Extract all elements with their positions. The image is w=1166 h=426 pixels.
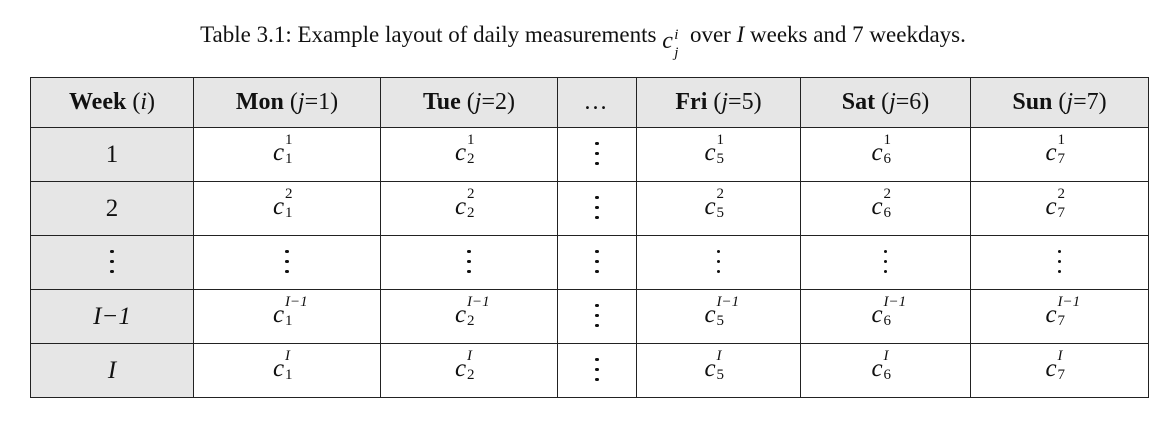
week-cell xyxy=(31,236,194,290)
measurement-base: c xyxy=(455,139,467,166)
table-row xyxy=(31,290,1149,344)
ellipsis-dot xyxy=(110,260,114,264)
measurement-cell xyxy=(801,236,971,290)
column-header-label: Fri xyxy=(675,89,708,115)
ellipsis-dot xyxy=(110,270,114,274)
measurement-week-index: 2 xyxy=(716,186,724,202)
week-label: 2 xyxy=(105,194,119,222)
column-header-index: =5 xyxy=(728,89,754,115)
column-header: Sat (j=6) xyxy=(801,78,971,128)
measurement-symbol xyxy=(1030,183,1090,227)
measurement-cell xyxy=(637,236,801,290)
ellipsis-dot xyxy=(884,260,888,264)
measurement-day-index: 5 xyxy=(716,313,724,329)
column-header-var: j xyxy=(889,89,896,115)
measurement-day-index: 1 xyxy=(285,313,293,329)
measurement-day-index: 2 xyxy=(467,313,475,329)
vertical-ellipsis-icon xyxy=(883,248,889,278)
measurement-day-index: 1 xyxy=(285,205,293,221)
measurement-symbol xyxy=(856,291,916,335)
column-header-label: Mon xyxy=(235,89,284,115)
measurement-week-index: I−1 xyxy=(1057,294,1081,310)
ellipsis-dot xyxy=(595,206,599,210)
ellipsis-dot xyxy=(884,270,888,274)
column-header-label: Sat xyxy=(841,89,876,115)
column-header-var: j xyxy=(721,89,729,115)
vertical-ellipsis-icon xyxy=(716,248,722,278)
column-header-var: j xyxy=(297,89,305,115)
ellipsis-dot xyxy=(110,250,114,254)
measurement-cell xyxy=(381,182,558,236)
vertical-ellipsis-icon xyxy=(109,248,115,278)
measurement-cell xyxy=(637,290,801,344)
measurement-base: c xyxy=(273,301,285,328)
measurement-day-index: 5 xyxy=(716,205,724,221)
caption-weeks-var: I xyxy=(736,22,745,47)
measurement-week-index: 2 xyxy=(1057,186,1065,202)
measurement-base: c xyxy=(704,355,716,382)
measurement-base: c xyxy=(871,301,883,328)
column-header-var: j xyxy=(1066,89,1074,115)
week-cell xyxy=(31,344,194,398)
measurement-day-index: 5 xyxy=(716,151,724,167)
vertical-ellipsis-icon xyxy=(466,248,472,278)
ellipsis-dot xyxy=(595,216,599,220)
measurement-cell xyxy=(381,290,558,344)
ellipsis-dot xyxy=(884,250,888,254)
measurement-symbol xyxy=(1030,345,1090,389)
measurement-symbol xyxy=(689,183,749,227)
measurement-cell xyxy=(971,182,1149,236)
column-header: Week (i) xyxy=(31,78,194,128)
measurement-base: c xyxy=(273,355,285,382)
measurement-week-index: 1 xyxy=(716,132,724,148)
measurement-cell xyxy=(381,236,558,290)
week-cell xyxy=(31,182,194,236)
table-row xyxy=(31,344,1149,398)
measurement-symbol xyxy=(1030,291,1090,335)
column-header: Tue (j=2) xyxy=(381,78,558,128)
week-label: I xyxy=(107,356,117,384)
vertical-ellipsis-icon xyxy=(594,356,600,386)
measurement-symbol xyxy=(689,345,749,389)
ellipsis-dot xyxy=(595,304,599,308)
measurement-symbol xyxy=(856,183,916,227)
week-cell xyxy=(31,290,194,344)
column-header xyxy=(558,78,637,128)
column-header: Fri (j=5) xyxy=(637,78,801,128)
measurement-cell xyxy=(971,236,1149,290)
measurement-symbol xyxy=(439,129,499,173)
measurement-cell xyxy=(971,128,1149,182)
caption-middle: over xyxy=(689,22,731,47)
measurement-day-index: 1 xyxy=(285,367,293,383)
measurement-day-index: 2 xyxy=(467,205,475,221)
measurement-day-index: 7 xyxy=(1057,367,1065,383)
vertical-ellipsis-icon xyxy=(594,194,600,224)
column-header-var: j xyxy=(474,89,482,115)
ellipsis-dot xyxy=(717,270,721,274)
measurement-symbol xyxy=(439,183,499,227)
ellipsis-dot xyxy=(595,314,599,318)
column-header-index: =2 xyxy=(481,89,508,115)
ellipsis-column-cell xyxy=(558,236,637,290)
table-body xyxy=(31,128,1149,398)
caption-prefix: Table 3.1: Example layout of daily measurements xyxy=(200,22,657,47)
measurement-cell xyxy=(194,128,381,182)
measurement-base: c xyxy=(704,193,716,220)
measurement-day-index: 7 xyxy=(1057,151,1065,167)
ellipsis-dot xyxy=(285,260,289,264)
column-header-index: =6 xyxy=(895,89,922,115)
measurement-day-index: 6 xyxy=(883,313,891,329)
measurement-day-index: 1 xyxy=(285,151,293,167)
measurement-cell xyxy=(637,182,801,236)
table-row xyxy=(31,182,1149,236)
column-header-label: Week xyxy=(69,89,127,115)
measurement-cell xyxy=(194,290,381,344)
measurement-base: c xyxy=(704,139,716,166)
measurement-cell xyxy=(801,182,971,236)
ellipsis-dot xyxy=(467,260,471,264)
ellipsis-dot xyxy=(595,270,599,274)
measurement-day-index: 2 xyxy=(467,151,475,167)
measurement-cell xyxy=(381,344,558,398)
ellipsis-dot xyxy=(595,358,599,362)
measurement-week-index: I−1 xyxy=(285,294,308,310)
measurement-cell xyxy=(971,290,1149,344)
measurement-day-index: 7 xyxy=(1057,313,1065,329)
measurement-day-index: 5 xyxy=(716,367,724,383)
measurement-symbol xyxy=(689,129,749,173)
measurement-base: c xyxy=(455,301,467,328)
measurement-week-index: I xyxy=(716,348,722,364)
table-row xyxy=(31,236,1149,290)
measurement-base: c xyxy=(1045,139,1057,166)
measurement-week-index: I−1 xyxy=(467,294,490,310)
caption-symbol-base: c xyxy=(662,27,673,54)
vertical-ellipsis-icon xyxy=(1057,248,1063,278)
vertical-ellipsis-icon xyxy=(284,248,290,278)
ellipsis-dot xyxy=(595,378,599,382)
measurement-symbol xyxy=(439,345,499,389)
column-header: Sun (j=7) xyxy=(971,78,1149,128)
caption-symbol-sub: j xyxy=(674,44,679,61)
ellipsis-dot xyxy=(1058,260,1062,264)
column-header-label: Sun xyxy=(1012,89,1053,115)
measurement-day-index: 6 xyxy=(883,151,891,167)
table-caption xyxy=(0,18,1166,61)
ellipsis-dot xyxy=(595,260,599,264)
measurement-cell xyxy=(637,128,801,182)
measurement-symbol xyxy=(1030,129,1090,173)
measurement-week-index: 2 xyxy=(285,186,293,202)
week-cell xyxy=(31,128,194,182)
column-header-label: Tue xyxy=(422,89,461,115)
measurement-base: c xyxy=(273,139,285,166)
measurement-symbol xyxy=(856,129,916,173)
measurement-week-index: I xyxy=(467,348,472,364)
ellipsis-dot xyxy=(595,324,599,328)
measurement-week-index: 1 xyxy=(883,132,891,148)
vertical-ellipsis-icon xyxy=(594,302,600,332)
measurement-week-index: 2 xyxy=(467,186,475,202)
measurement-day-index: 2 xyxy=(467,367,475,383)
vertical-ellipsis-icon xyxy=(594,140,600,170)
measurement-cell xyxy=(637,344,801,398)
column-header-ellipsis: … xyxy=(583,89,611,115)
measurement-cell xyxy=(971,344,1149,398)
measurement-base: c xyxy=(704,301,716,328)
week-label: 1 xyxy=(105,140,119,168)
measurement-week-index: I−1 xyxy=(883,294,907,310)
measurement-cell xyxy=(801,344,971,398)
measurement-symbol xyxy=(439,291,499,335)
measurement-week-index: 1 xyxy=(1057,132,1065,148)
ellipsis-dot xyxy=(595,368,599,372)
measurement-week-index: 1 xyxy=(285,132,293,148)
measurements-table xyxy=(30,77,1149,398)
measurement-week-index: I−1 xyxy=(716,294,740,310)
measurement-symbol xyxy=(689,291,749,335)
measurement-base: c xyxy=(871,139,883,166)
ellipsis-column-cell xyxy=(558,344,637,398)
vertical-ellipsis-icon xyxy=(594,248,600,278)
measurement-base: c xyxy=(1045,301,1057,328)
measurement-base: c xyxy=(455,193,467,220)
measurement-week-index: 1 xyxy=(467,132,475,148)
ellipsis-dot xyxy=(595,250,599,254)
ellipsis-dot xyxy=(1058,270,1062,274)
measurement-symbol xyxy=(257,183,317,227)
week-label: I−1 xyxy=(93,302,131,330)
ellipsis-dot xyxy=(285,270,289,274)
measurement-symbol xyxy=(856,345,916,389)
caption-suffix: weeks and 7 weekdays. xyxy=(750,22,966,47)
ellipsis-column-cell xyxy=(558,128,637,182)
ellipsis-dot xyxy=(595,142,599,146)
caption-symbol-sup: i xyxy=(674,26,679,43)
measurement-cell xyxy=(801,128,971,182)
caption-symbol xyxy=(662,22,684,61)
measurement-week-index: 2 xyxy=(883,186,891,202)
measurement-base: c xyxy=(455,355,467,382)
measurement-base: c xyxy=(1045,355,1057,382)
measurement-symbol xyxy=(257,345,317,389)
measurement-day-index: 6 xyxy=(883,367,891,383)
ellipsis-dot xyxy=(717,250,721,254)
measurement-cell xyxy=(194,236,381,290)
measurement-cell xyxy=(381,128,558,182)
measurement-cell xyxy=(194,344,381,398)
column-header-index: =1 xyxy=(304,89,331,115)
measurement-day-index: 7 xyxy=(1057,205,1065,221)
ellipsis-dot xyxy=(717,260,721,264)
ellipsis-column-cell xyxy=(558,290,637,344)
measurement-week-index: I xyxy=(285,348,290,364)
ellipsis-dot xyxy=(595,162,599,166)
measurement-base: c xyxy=(1045,193,1057,220)
measurement-base: c xyxy=(871,355,883,382)
measurement-base: c xyxy=(871,193,883,220)
measurement-cell xyxy=(801,290,971,344)
ellipsis-dot xyxy=(1058,250,1062,254)
ellipsis-dot xyxy=(467,250,471,254)
ellipsis-column-cell xyxy=(558,182,637,236)
column-header-index: =7 xyxy=(1073,89,1099,115)
measurement-symbol xyxy=(257,291,317,335)
table-row xyxy=(31,128,1149,182)
measurement-symbol xyxy=(257,129,317,173)
measurement-base: c xyxy=(273,193,285,220)
ellipsis-dot xyxy=(595,152,599,156)
measurement-week-index: I xyxy=(883,348,889,364)
column-header-var: i xyxy=(140,89,147,115)
measurement-day-index: 6 xyxy=(883,205,891,221)
header-row xyxy=(31,78,1149,128)
measurement-week-index: I xyxy=(1057,348,1063,364)
column-header: Mon (j=1) xyxy=(194,78,381,128)
ellipsis-dot xyxy=(467,270,471,274)
measurement-cell xyxy=(194,182,381,236)
ellipsis-dot xyxy=(595,196,599,200)
ellipsis-dot xyxy=(285,250,289,254)
